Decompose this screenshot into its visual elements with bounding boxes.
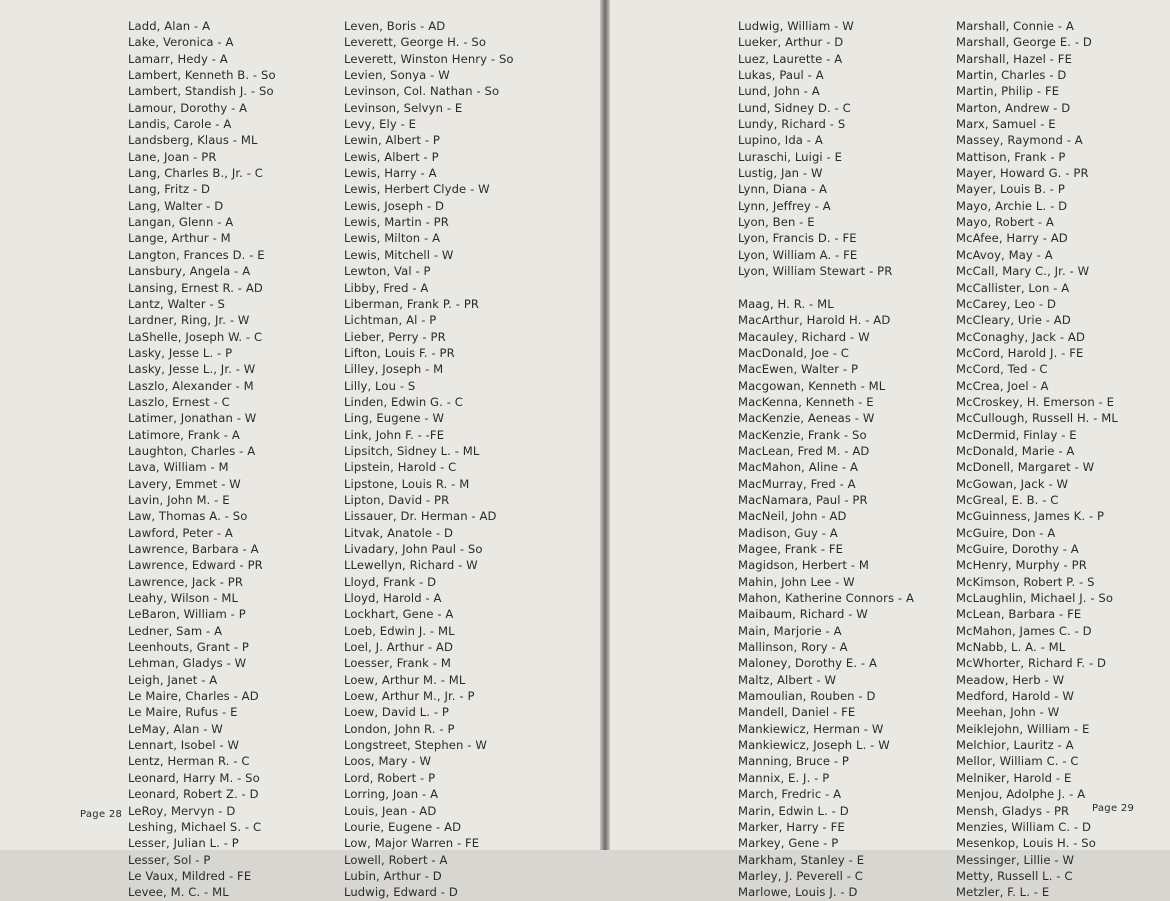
directory-entry: MacNamara, Paul - PR bbox=[738, 492, 868, 507]
directory-entry: Manning, Bruce - P bbox=[738, 754, 850, 769]
directory-entry: Mellor, William C. - C bbox=[956, 754, 1079, 769]
directory-entry: Melchior, Lauritz - A bbox=[956, 738, 1074, 753]
directory-entry: Lueker, Arthur - D bbox=[738, 35, 844, 50]
directory-entry: Massey, Raymond - A bbox=[956, 133, 1083, 148]
directory-entry: McGreal, E. B. - C bbox=[956, 492, 1059, 507]
directory-entry: Mayo, Robert - A bbox=[956, 215, 1054, 230]
directory-entry: MacMahon, Aline - A bbox=[738, 460, 858, 475]
directory-entry: McCall, Mary C., Jr. - W bbox=[956, 264, 1090, 279]
directory-entry: Lilley, Joseph - M bbox=[344, 362, 444, 377]
directory-entry: Macauley, Richard - W bbox=[738, 329, 870, 344]
directory-entry: McCullough, Russell H. - ML bbox=[956, 411, 1118, 426]
directory-entry: MacLean, Fred M. - AD bbox=[738, 443, 870, 458]
directory-entry: Marton, Andrew - D bbox=[956, 100, 1071, 115]
directory-entry: Livadary, John Paul - So bbox=[344, 542, 483, 556]
directory-entry: Mandell, Daniel - FE bbox=[738, 705, 856, 720]
directory-entry: Lavin, John M. - E bbox=[128, 492, 230, 507]
directory-entry: Law, Thomas A. - So bbox=[128, 509, 248, 524]
directory-entry: Lamarr, Hedy - A bbox=[128, 51, 228, 66]
directory-entry: McAvoy, May - A bbox=[956, 247, 1053, 262]
directory-entry: MacDonald, Joe - C bbox=[738, 345, 850, 360]
directory-entry: Leigh, Janet - A bbox=[128, 672, 218, 687]
directory-entry: Menzies, William C. - D bbox=[956, 819, 1092, 834]
directory-entry: McWhorter, Richard F. - D bbox=[956, 656, 1107, 671]
directory-entry: London, John R. - P bbox=[344, 721, 455, 736]
directory-entry: Lennart, Isobel - W bbox=[128, 738, 240, 753]
directory-entry: Marley, J. Peverell - C bbox=[738, 868, 863, 883]
directory-entry: MacMurray, Fred - A bbox=[738, 476, 856, 491]
directory-entry: Lesser, Julian L. - P bbox=[128, 836, 239, 851]
directory-entry: Marin, Edwin L. - D bbox=[738, 803, 849, 818]
directory-entry: Macgowan, Kenneth - ML bbox=[738, 378, 886, 393]
directory-entry: McDonell, Margaret - W bbox=[956, 460, 1095, 475]
directory-entry: Martin, Charles - D bbox=[956, 68, 1067, 83]
directory-entry: McCarey, Leo - D bbox=[956, 296, 1057, 311]
directory-entry: Marshall, Hazel - FE bbox=[956, 51, 1072, 66]
directory-entry: McCallister, Lon - A bbox=[956, 280, 1070, 295]
directory-entry: MacKenzie, Frank - So bbox=[738, 427, 867, 442]
directory-entry: Longstreet, Stephen - W bbox=[344, 738, 487, 753]
directory-entry: Leonard, Harry M. - So bbox=[128, 770, 260, 785]
directory-entry: Ledner, Sam - A bbox=[128, 623, 223, 638]
directory-entry: Ladd, Alan - A bbox=[128, 19, 211, 33]
directory-entry: Lesser, Sol - P bbox=[128, 852, 211, 867]
directory-entry: Loeb, Edwin J. - ML bbox=[344, 623, 455, 638]
directory-entry: Lustig, Jan - W bbox=[738, 166, 823, 181]
directory-entry: Lord, Robert - P bbox=[344, 770, 436, 785]
directory-entry: Mahin, John Lee - W bbox=[738, 574, 855, 589]
directory-entry: McGuire, Don - A bbox=[956, 525, 1056, 540]
directory-entry: Leverett, Winston Henry - So bbox=[344, 51, 514, 66]
directory-entry: Leshing, Michael S. - C bbox=[128, 819, 262, 834]
directory-entry: Laszlo, Alexander - M bbox=[128, 378, 254, 393]
directory-entry: Lewis, Joseph - D bbox=[344, 198, 445, 213]
directory-entry: Markey, Gene - P bbox=[738, 836, 839, 851]
directory-entry: Lipsitch, Sidney L. - ML bbox=[344, 443, 480, 458]
directory-entry: Loew, David L. - P bbox=[344, 705, 449, 720]
directory-entry: Linden, Edwin G. - C bbox=[344, 394, 463, 409]
directory-entry: Levinson, Selvyn - E bbox=[344, 100, 463, 115]
directory-entry: Mesenkop, Louis H. - So bbox=[956, 836, 1096, 851]
directory-entry: Lichtman, Al - P bbox=[344, 313, 437, 328]
directory-entry: Ludwig, William - W bbox=[738, 19, 854, 33]
directory-entry: Meadow, Herb - W bbox=[956, 672, 1065, 687]
directory-entry: McGuinness, James K. - P bbox=[956, 509, 1105, 524]
directory-entry: MacEwen, Walter - P bbox=[738, 362, 859, 377]
directory-entry: Lissauer, Dr. Herman - AD bbox=[344, 509, 497, 524]
directory-entry: Lifton, Louis F. - PR bbox=[344, 345, 455, 360]
directory-entry: LLewellyn, Richard - W bbox=[344, 558, 478, 573]
directory-entry: Lipton, David - PR bbox=[344, 492, 450, 507]
directory-entry: McCleary, Urie - AD bbox=[956, 313, 1071, 328]
directory-entry: March, Fredric - A bbox=[738, 787, 842, 802]
directory-entry: Lyon, Ben - E bbox=[738, 215, 815, 230]
directory-entry: Lupino, Ida - A bbox=[738, 133, 823, 148]
directory-entry: Le Vaux, Mildred - FE bbox=[128, 868, 252, 883]
right-column-1 bbox=[738, 18, 914, 901]
directory-entry: Lipstone, Louis R. - M bbox=[344, 476, 470, 491]
directory-entry: Link, John F. - -FE bbox=[344, 427, 445, 442]
directory-entry: Lewton, Val - P bbox=[344, 264, 431, 279]
directory-entry: Landsberg, Klaus - ML bbox=[128, 133, 258, 148]
directory-entry: Levien, Sonya - W bbox=[344, 68, 450, 83]
directory-entry: Lyon, Francis D. - FE bbox=[738, 231, 857, 246]
directory-entry: Maloney, Dorothy E. - A bbox=[738, 656, 877, 671]
directory-entry: Lawrence, Jack - PR bbox=[128, 574, 244, 589]
directory-entry: Melniker, Harold - E bbox=[956, 770, 1072, 785]
directory-entry: Lynn, Diana - A bbox=[738, 182, 828, 197]
directory-entry: Litvak, Anatole - D bbox=[344, 525, 454, 540]
directory-entry: Levy, Ely - E bbox=[344, 117, 417, 132]
directory-entry: Lewis, Milton - A bbox=[344, 231, 441, 246]
directory-entry: Loew, Arthur M., Jr. - P bbox=[344, 689, 475, 704]
directory-entry: Lavery, Emmet - W bbox=[128, 476, 241, 491]
directory-entry: Lawrence, Edward - PR bbox=[128, 558, 263, 573]
directory-entry: Lansing, Ernest R. - AD bbox=[128, 280, 263, 295]
directory-entry: Loel, J. Arthur - AD bbox=[344, 640, 453, 655]
directory-entry: Mallinson, Rory - A bbox=[738, 640, 848, 655]
book-spine bbox=[600, 0, 610, 850]
directory-entry: Mayer, Louis B. - P bbox=[956, 182, 1065, 197]
directory-entry: Messinger, Lillie - W bbox=[956, 852, 1075, 867]
page-number-right: Page 29 bbox=[1092, 803, 1135, 814]
directory-entry: Mankiewicz, Joseph L. - W bbox=[738, 738, 890, 753]
directory-entry: Langan, Glenn - A bbox=[128, 215, 234, 230]
directory-entry: Mensh, Gladys - PR bbox=[956, 803, 1070, 818]
directory-entry: Metzler, F. L. - E bbox=[956, 885, 1050, 900]
directory-entry: McDermid, Finlay - E bbox=[956, 427, 1077, 442]
directory-entry: McGuire, Dorothy - A bbox=[956, 542, 1079, 556]
directory-entry: Lewis, Harry - A bbox=[344, 166, 437, 181]
page-number-left: Page 28 bbox=[80, 809, 123, 820]
directory-entry: Marshall, Connie - A bbox=[956, 19, 1074, 33]
directory-entry: Lasky, Jesse L. - P bbox=[128, 345, 233, 360]
directory-entry: McCrea, Joel - A bbox=[956, 378, 1049, 393]
directory-entry: Lewin, Albert - P bbox=[344, 133, 441, 148]
directory-entry: McCord, Ted - C bbox=[956, 362, 1048, 377]
directory-entry: Loew, Arthur M. - ML bbox=[344, 672, 466, 687]
directory-entry: Magee, Frank - FE bbox=[738, 542, 844, 556]
left-column-2 bbox=[344, 18, 514, 901]
directory-entry: Leonard, Robert Z. - D bbox=[128, 787, 259, 802]
directory-entry: Mahon, Katherine Connors - A bbox=[738, 591, 915, 606]
directory-entry: Leahy, Wilson - ML bbox=[128, 591, 239, 606]
directory-entry: Louis, Jean - AD bbox=[344, 803, 437, 818]
directory-entry: Lewis, Mitchell - W bbox=[344, 247, 454, 262]
directory-entry: Lloyd, Frank - D bbox=[344, 574, 437, 589]
directory-entry: Maltz, Albert - W bbox=[738, 672, 837, 687]
directory-entry: McLean, Barbara - FE bbox=[956, 607, 1082, 622]
directory-entry: Luez, Laurette - A bbox=[738, 51, 843, 66]
directory-entry: Lentz, Herman R. - C bbox=[128, 754, 250, 769]
directory-entry: Lockhart, Gene - A bbox=[344, 607, 454, 622]
directory-entry: McNabb, L. A. - ML bbox=[956, 640, 1066, 655]
directory-entry: Lewis, Martin - PR bbox=[344, 215, 449, 230]
directory-entry: McAfee, Harry - AD bbox=[956, 231, 1068, 246]
directory-entry: Low, Major Warren - FE bbox=[344, 836, 480, 851]
directory-entry: Latimer, Jonathan - W bbox=[128, 411, 257, 426]
directory-entry: Lang, Fritz - D bbox=[128, 182, 211, 197]
directory-entry: Mankiewicz, Herman - W bbox=[738, 721, 884, 736]
directory-entry: Lowell, Robert - A bbox=[344, 852, 448, 867]
directory-entry: LeBaron, William - P bbox=[128, 607, 246, 622]
directory-entry: Ling, Eugene - W bbox=[344, 411, 445, 426]
directory-entry: Loesser, Frank - M bbox=[344, 656, 451, 671]
directory-entry: Lane, Joan - PR bbox=[128, 149, 217, 164]
directory-entry: Loos, Mary - W bbox=[344, 754, 432, 769]
directory-entry: McCroskey, H. Emerson - E bbox=[956, 394, 1115, 409]
directory-entry: Lange, Arthur - M bbox=[128, 231, 231, 246]
directory-entry: Lewis, Herbert Clyde - W bbox=[344, 182, 490, 197]
directory-entry: Lang, Charles B., Jr. - C bbox=[128, 166, 264, 181]
directory-entry: Lilly, Lou - S bbox=[344, 378, 416, 393]
directory-entry: Lewis, Albert - P bbox=[344, 149, 439, 164]
directory-entry: Meiklejohn, William - E bbox=[956, 721, 1090, 736]
directory-entry: Lyon, William A. - FE bbox=[738, 247, 858, 262]
directory-entry: Main, Marjorie - A bbox=[738, 623, 842, 638]
directory-entry: Laughton, Charles - A bbox=[128, 443, 256, 458]
directory-entry: Mayer, Howard G. - PR bbox=[956, 166, 1089, 181]
directory-entry: McGowan, Jack - W bbox=[956, 476, 1069, 491]
directory-entry: Langton, Frances D. - E bbox=[128, 247, 265, 262]
directory-entry: Lorring, Joan - A bbox=[344, 787, 439, 802]
directory-entry: Laszlo, Ernest - C bbox=[128, 394, 230, 409]
directory-entry: Mayo, Archie L. - D bbox=[956, 198, 1068, 213]
directory-entry: Lukas, Paul - A bbox=[738, 68, 824, 83]
right-page bbox=[610, 0, 1170, 900]
directory-entry: MacArthur, Harold H. - AD bbox=[738, 313, 891, 328]
directory-entry: Landis, Carole - A bbox=[128, 117, 232, 132]
directory-entry: Marshall, George E. - D bbox=[956, 35, 1092, 50]
directory-entry: Madison, Guy - A bbox=[738, 525, 838, 540]
directory-entry: McHenry, Murphy - PR bbox=[956, 558, 1087, 573]
directory-entry: Leven, Boris - AD bbox=[344, 19, 446, 33]
directory-entry: Lyon, William Stewart - PR bbox=[738, 264, 893, 279]
directory-entry: Leenhouts, Grant - P bbox=[128, 640, 249, 655]
directory-entry: MacKenna, Kenneth - E bbox=[738, 394, 874, 409]
directory-entry: Lund, Sidney D. - C bbox=[738, 100, 851, 115]
directory-entry: Lansbury, Angela - A bbox=[128, 264, 251, 279]
directory-entry: Libby, Fred - A bbox=[344, 280, 429, 295]
directory-entry: McKimson, Robert P. - S bbox=[956, 574, 1095, 589]
directory-entry: Lamour, Dorothy - A bbox=[128, 100, 248, 115]
directory-entry: Lava, William - M bbox=[128, 460, 229, 475]
directory-entry: Levinson, Col. Nathan - So bbox=[344, 84, 500, 99]
directory-entry: Le Maire, Rufus - E bbox=[128, 705, 238, 720]
section-gap bbox=[738, 280, 914, 296]
directory-entry: Lang, Walter - D bbox=[128, 198, 224, 213]
directory-entry: LeMay, Alan - W bbox=[128, 721, 223, 736]
right-column-2 bbox=[956, 18, 1118, 901]
directory-entry: Lynn, Jeffrey - A bbox=[738, 198, 831, 213]
directory-entry: Ludwig, Edward - D bbox=[344, 885, 458, 900]
directory-entry: Lawrence, Barbara - A bbox=[128, 542, 259, 556]
directory-entry: Lund, John - A bbox=[738, 84, 820, 99]
directory-entry: Medford, Harold - W bbox=[956, 689, 1074, 704]
directory-entry: Marx, Samuel - E bbox=[956, 117, 1056, 132]
directory-entry: McCord, Harold J. - FE bbox=[956, 345, 1084, 360]
directory-entry: MacKenzie, Aeneas - W bbox=[738, 411, 875, 426]
directory-entry: Mamoulian, Rouben - D bbox=[738, 689, 876, 704]
directory-entry: McMahon, James C. - D bbox=[956, 623, 1092, 638]
directory-entry: McConaghy, Jack - AD bbox=[956, 329, 1085, 344]
directory-entry: Lambert, Standish J. - So bbox=[128, 84, 274, 99]
directory-entry: McLaughlin, Michael J. - So bbox=[956, 591, 1114, 606]
directory-entry: Lawford, Peter - A bbox=[128, 525, 233, 540]
directory-entry: Lipstein, Harold - C bbox=[344, 460, 457, 475]
directory-entry: Marker, Harry - FE bbox=[738, 819, 845, 834]
directory-entry: Lake, Veronica - A bbox=[128, 35, 234, 50]
directory-entry: Maag, H. R. - ML bbox=[738, 296, 834, 311]
directory-entry: Levee, M. C. - ML bbox=[128, 885, 229, 900]
left-column-1 bbox=[128, 18, 276, 901]
directory-entry: Lourie, Eugene - AD bbox=[344, 819, 462, 834]
directory-entry: Lubin, Arthur - D bbox=[344, 868, 442, 883]
directory-entry: Lasky, Jesse L., Jr. - W bbox=[128, 362, 256, 377]
directory-entry: Lundy, Richard - S bbox=[738, 117, 846, 132]
directory-entry: Leverett, George H. - So bbox=[344, 35, 487, 50]
directory-entry: Mannix, E. J. - P bbox=[738, 770, 830, 785]
directory-entry: Magidson, Herbert - M bbox=[738, 558, 869, 573]
directory-entry: Lloyd, Harold - A bbox=[344, 591, 442, 606]
directory-entry: Markham, Stanley - E bbox=[738, 852, 865, 867]
directory-entry: Maibaum, Richard - W bbox=[738, 607, 868, 622]
directory-entry: Lantz, Walter - S bbox=[128, 296, 226, 311]
directory-entry: Menjou, Adolphe J. - A bbox=[956, 787, 1086, 802]
directory-entry: Le Maire, Charles - AD bbox=[128, 689, 259, 704]
directory-entry: Marlowe, Louis J. - D bbox=[738, 885, 858, 900]
directory-entry: McDonald, Marie - A bbox=[956, 443, 1075, 458]
directory-entry: Martin, Philip - FE bbox=[956, 84, 1060, 99]
directory-entry: MacNeil, John - AD bbox=[738, 509, 847, 524]
directory-entry: Lardner, Ring, Jr. - W bbox=[128, 313, 250, 328]
directory-entry: Meehan, John - W bbox=[956, 705, 1060, 720]
directory-entry: Liberman, Frank P. - PR bbox=[344, 296, 480, 311]
directory-entry: Lambert, Kenneth B. - So bbox=[128, 68, 276, 83]
directory-entry: Metty, Russell L. - C bbox=[956, 868, 1073, 883]
directory-entry: Mattison, Frank - P bbox=[956, 149, 1066, 164]
directory-entry: Luraschi, Luigi - E bbox=[738, 149, 843, 164]
directory-entry: LeRoy, Mervyn - D bbox=[128, 803, 236, 818]
directory-entry: LaShelle, Joseph W. - C bbox=[128, 329, 263, 344]
directory-entry: Lieber, Perry - PR bbox=[344, 329, 446, 344]
directory-entry: Latimore, Frank - A bbox=[128, 427, 240, 442]
directory-entry: Lehman, Gladys - W bbox=[128, 656, 247, 671]
